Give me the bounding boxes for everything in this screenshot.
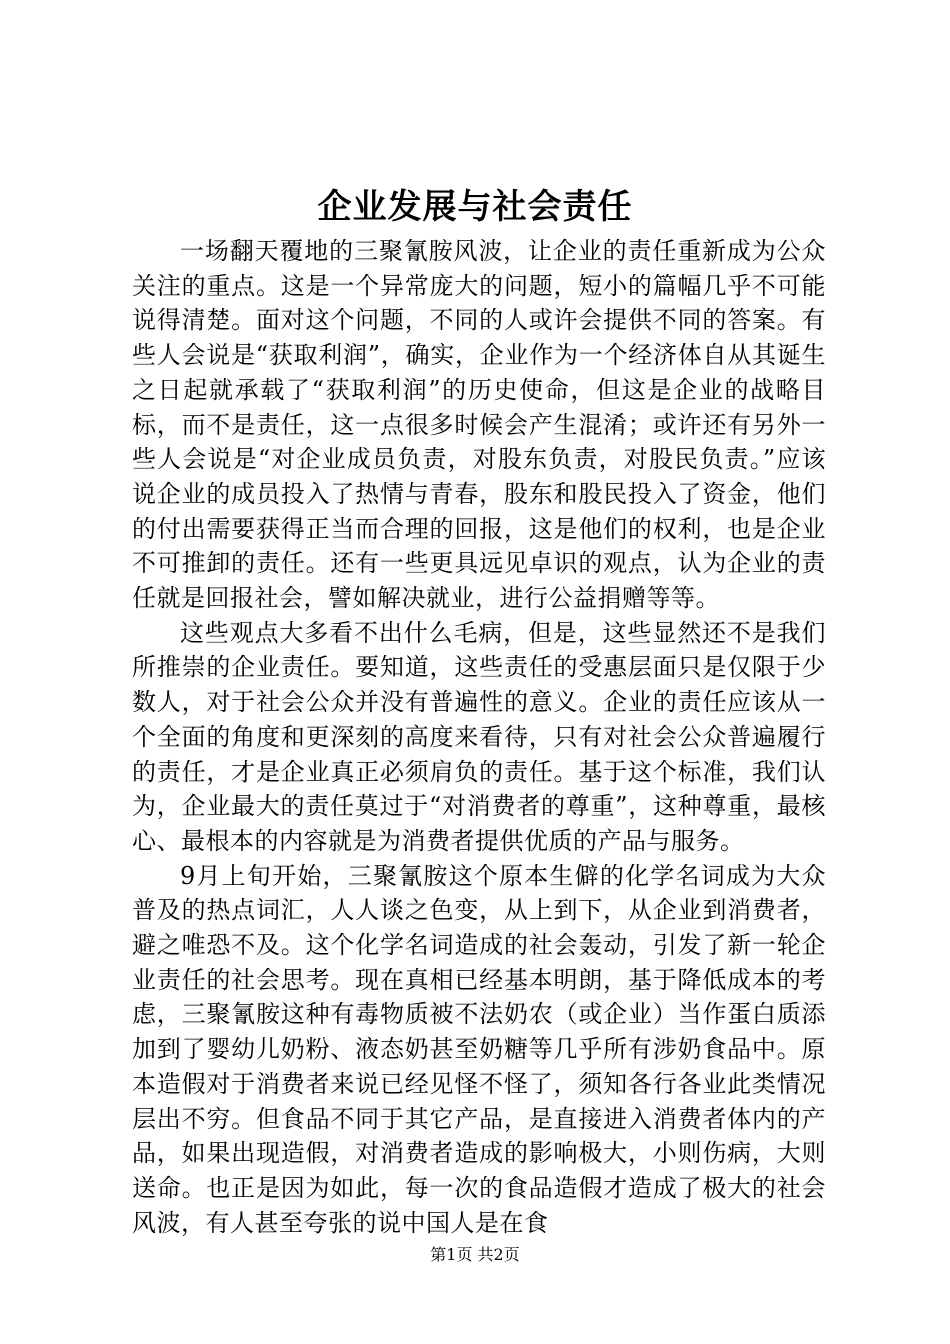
- document-body: [132, 234, 826, 1240]
- page-total: 共2页: [477, 1245, 520, 1264]
- paragraph-3: 9月上旬开始，三聚氰胺这个原本生僻的化学名词成为大众普及的热点词汇，人人谈之色变，从上到下，从企业到消费者，避之唯恐不及。这个化学名词造成的社会轰动，引发了新一轮企业责任的社会思考。现在真相已经基本明朗，基于降低成本的考虑，三聚氰胺这种有毒物质被不法奶农（或企业）当作蛋白质添加到了婴幼儿奶粉、液态奶甚至奶糖等几乎所有涉奶食品中。原本造假对于消费者来说已经见怪不怪了，须知各行各业此类情况层出不穷。但食品不同于其它产品，是直接进入消费者体内的产品，如果出现造假，对消费者造成的影响极大，小则伤病，大则送命。也正是因为如此，每一次的食品造假才造成了极大的社会风波，有人甚至夸张的说中国人是在食: [132, 861, 826, 1237]
- paragraph-1: 一场翻天覆地的三聚氰胺风波，让企业的责任重新成为公众关注的重点。这是一个异常庞大的问题，短小的篇幅几乎不可能说得清楚。面对这个问题，不同的人或许会提供不同的答案。有些人会说是“获取利润”，确实，企业作为一个经济体自从其诞生之日起就承载了“获取利润”的历史使命，但这是企业的战略目标，而不是责任，这一点很多时候会产生混淆；或许还有另外一些人会说是“对企业成员负责，对股东负责，对股民负责。”应该说企业的成员投入了热情与青春，股东和股民投入了资金，他们的付出需要获得正当而合理的回报，这是他们的权利，也是企业不可推卸的责任。还有一些更具远见卓识的观点，认为企业的责任就是回报社会，譬如解决就业，进行公益捐赠等等。: [132, 237, 826, 613]
- page-footer: [0, 1243, 950, 1267]
- page-number: 第1页: [430, 1245, 473, 1264]
- paragraph-2: 这些观点大多看不出什么毛病，但是，这些显然还不是我们所推崇的企业责任。要知道，这些责任的受惠层面只是仅限于少数人，对于社会公众并没有普遍性的意义。企业的责任应该从一个全面的角度和更深刻的高度来看待，只有对社会公众普遍履行的责任，才是企业真正必须肩负的责任。基于这个标准，我们认为，企业最大的责任莫过于“对消费者的尊重”，这种尊重，最核心、最根本的内容就是为消费者提供优质的产品与服务。: [132, 618, 826, 855]
- document-title: 企业发展与社会责任: [317, 187, 633, 227]
